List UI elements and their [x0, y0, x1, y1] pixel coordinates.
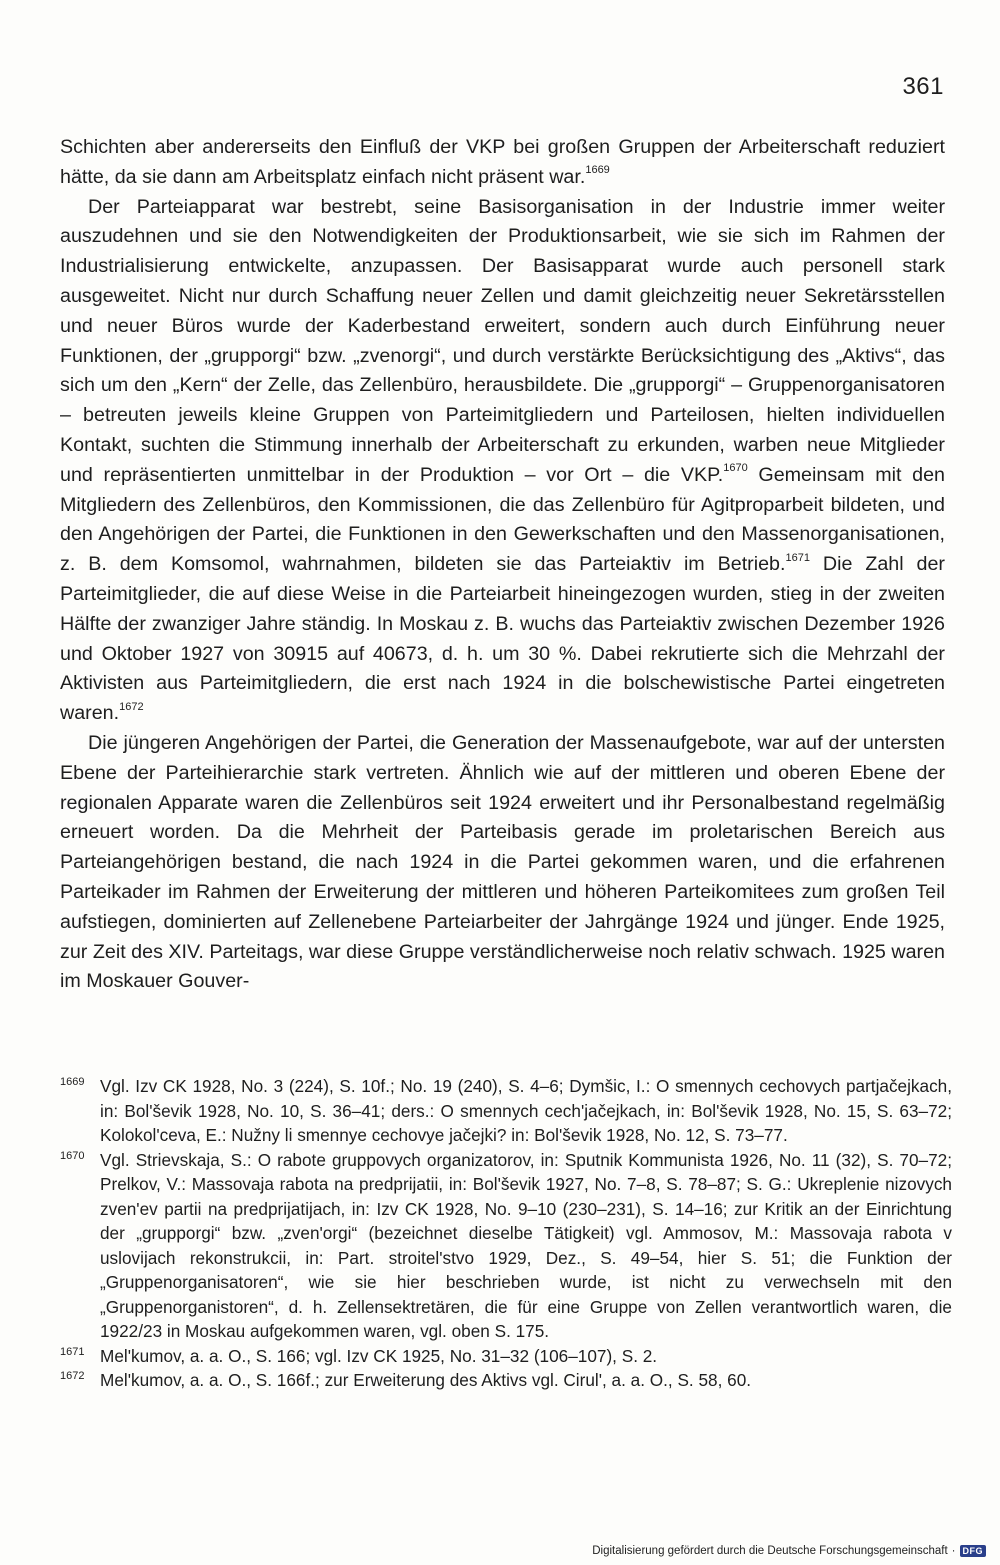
footnote [60, 1074, 952, 1148]
paragraph-text: Die jüngeren Angehörigen der Partei, die Generation der Massenaufgebote, war auf der untersten Ebene der Parteihierarchie stark vertreten. Ähnlich wie auf der mittleren und oberen Ebene der regionalen Apparate waren die Zellenbüros seit 1924 erweitert und ihr Personalbestand regelmäßig erneuert worden. Da die Mehrheit der Parteibasis gerade im proletarischen Bereich aus Parteiangehörigen bestand, die nach 1924 in die Partei gekommen waren, und die erfahrenen Parteikader im Rahmen der Erweiterung der mittleren und höheren Parteikomitees zum großen Teil aufstiegen, dominierten auf Zellenebene Parteiarbeiter der Jahrgänge 1924 und jünger. Ende 1925, zur Zeit des XIV. Parteitags, war diese Gruppe verständlicherweise noch relativ schwach. 1925 waren im Moskauer Gouver- [60, 731, 945, 993]
footnote-reference[interactable]: 1669 [585, 164, 610, 177]
footnote [60, 1148, 952, 1344]
footnote-text: Mel'kumov, a. a. O., S. 166f.; zur Erweiterung des Aktivs vgl. Cirul', a. a. O., S. 58, 60. [100, 1370, 752, 1390]
footnote [60, 1344, 952, 1369]
footnote-text: Vgl. Strievskaja, S.: O rabote gruppovych organizatorov, in: Sputnik Kommunista 1926, No. 11 (32), S. 70–72; Prelkov, V.: Massovaja rabota na predprijatii, in: Bol'ševik 1927, No. 7–8, S. 78–87; S. G.: Ukreplenie nizovych zven'ev partii na predprijatijach, in: Izv CK 1928, No. 9–10 (230–231), S. 14–16; zur Kritik an der Einrichtung der „grupporgi“ bzw. „zven'orgi“ (bezeichnet dieselbe Tätigkeit) vgl. Ammosov, M.: Massovaja rabota v uslovijach rekonstrukcii, in: Part. stroitel'stvo 1929, Dez., S. 49–54, hier S. 51; die Funktion der „Gruppenorganisatoren“, wie sie hier beschrieben wurde, ist nicht zu verwechseln mit den „Gruppenorganistoren“, d. h. Zellensektretären, die für eine Gruppe von Zellen verantwortlich waren, die 1922/23 in Moskau aufgekommen waren, vgl. oben S. 175. [100, 1149, 952, 1341]
footnote-number: 1670 [60, 1149, 85, 1162]
paragraph-text: Schichten aber andererseits den Einfluß der VKP bei großen Gruppen der Arbeiterschaft reduziert hätte, da sie dann am Arbeitsplatz einfach nicht präsent war. [60, 136, 945, 188]
credit-text: Digitalisierung gefördert durch die Deutsche Forschungsgemeinschaft [592, 1545, 948, 1557]
paragraph [60, 133, 945, 193]
paragraph-text: Der Parteiapparat war bestrebt, seine Basisorganisation in der Industrie immer weiter auszudehnen und sie den Notwendigkeiten der Produktionsarbeit, wie sie sich im Rahmen der Industrialisierung entwickelte, anzupassen. Der Basisapparat wurde auch personell stark ausgeweitet. Nicht nur durch Schaffung neuer Zellen und damit gleichzeitig neuer Sekretärsstellen und neuer Büros wurde der Kaderbestand erweitert, sondern auch durch Einführung neuer Funktionen, der „grupporgi“ bzw. „zvenorgi“, und durch verstärkte Berücksichtigung des „Aktivs“, das sich um den „Kern“ der Zelle, das Zellenbüro, herausbildete. Die „grupporgi“ – Gruppenorganisatoren – betreuten jeweils kleine Gruppen von Parteimitgliedern und Parteilosen, hielten individuellen Kontakt, suchten die Stimmung innerhalb der Arbeiterschaft zu erkunden, warben neue Mitglieder und repräsentierten unmittelbar in der Produktion – vor Ort – die VKP. [60, 195, 945, 486]
footnote-text: Mel'kumov, a. a. O., S. 166; vgl. Izv CK 1925, No. 31–32 (106–107), S. 2. [100, 1345, 658, 1366]
footnote-text: Vgl. Izv CK 1928, No. 3 (224), S. 10f.; No. 19 (240), S. 4–6; Dymšic, I.: O smennych cechovych partjačejkach, in: Bol'ševik 1928, No. 10, S. 36–41; ders.: O smennych cech'jačejkach, in: Bol'ševik 1928, No. 15, S. 63–72; Kolokol'ceva, E.: Nužny li smennye cechovye jačejki? in: Bol'ševik 1928, No. 12, S. 73–77. [100, 1076, 952, 1145]
footnote-reference[interactable]: 1671 [785, 551, 810, 564]
footnotes [60, 1074, 952, 1393]
dfg-logo-icon: DFG [960, 1545, 987, 1557]
digitization-credit [592, 1545, 986, 1557]
footnote-number: 1671 [60, 1345, 85, 1358]
paragraph [60, 193, 945, 729]
paragraph-text: Gemeinsam mit den Mitgliedern des Zellenbüros, den Kommissionen, die das Zellenbüro für Agitproparbeit bildeten, und den Angehörigen der Partei, die Funktionen in den Gewerkschaften und den Massenorganisationen, z. B. dem Komsomol, wahrnahmen, bildeten sie das Parteiaktiv im Betrieb. [60, 463, 945, 576]
separator: · [951, 1545, 956, 1557]
paragraph-text: Die Zahl der Parteimitglieder, die auf diese Weise in die Parteiarbeit hineingezogen wurden, stieg in der zweiten Hälfte der zwanziger Jahre ständig. In Moskau z. B. wuchs das Parteiaktiv zwischen Dezember 1926 und Oktober 1927 von 30915 auf 40673, d. h. um 30 %. Dabei rekrutierte sich die Mehrzahl der Aktivisten aus Parteimitgliedern, die erst nach 1924 in die bolschewistische Partei eingetreten waren. [60, 553, 945, 725]
footnote-reference[interactable]: 1670 [723, 462, 748, 475]
body-text [60, 133, 945, 997]
page-number: 361 [902, 73, 944, 100]
footnote [60, 1368, 952, 1393]
footnote-number: 1669 [60, 1076, 85, 1088]
paragraph [60, 729, 945, 997]
footnote-number: 1672 [60, 1370, 85, 1382]
footnote-reference[interactable]: 1672 [119, 700, 144, 713]
